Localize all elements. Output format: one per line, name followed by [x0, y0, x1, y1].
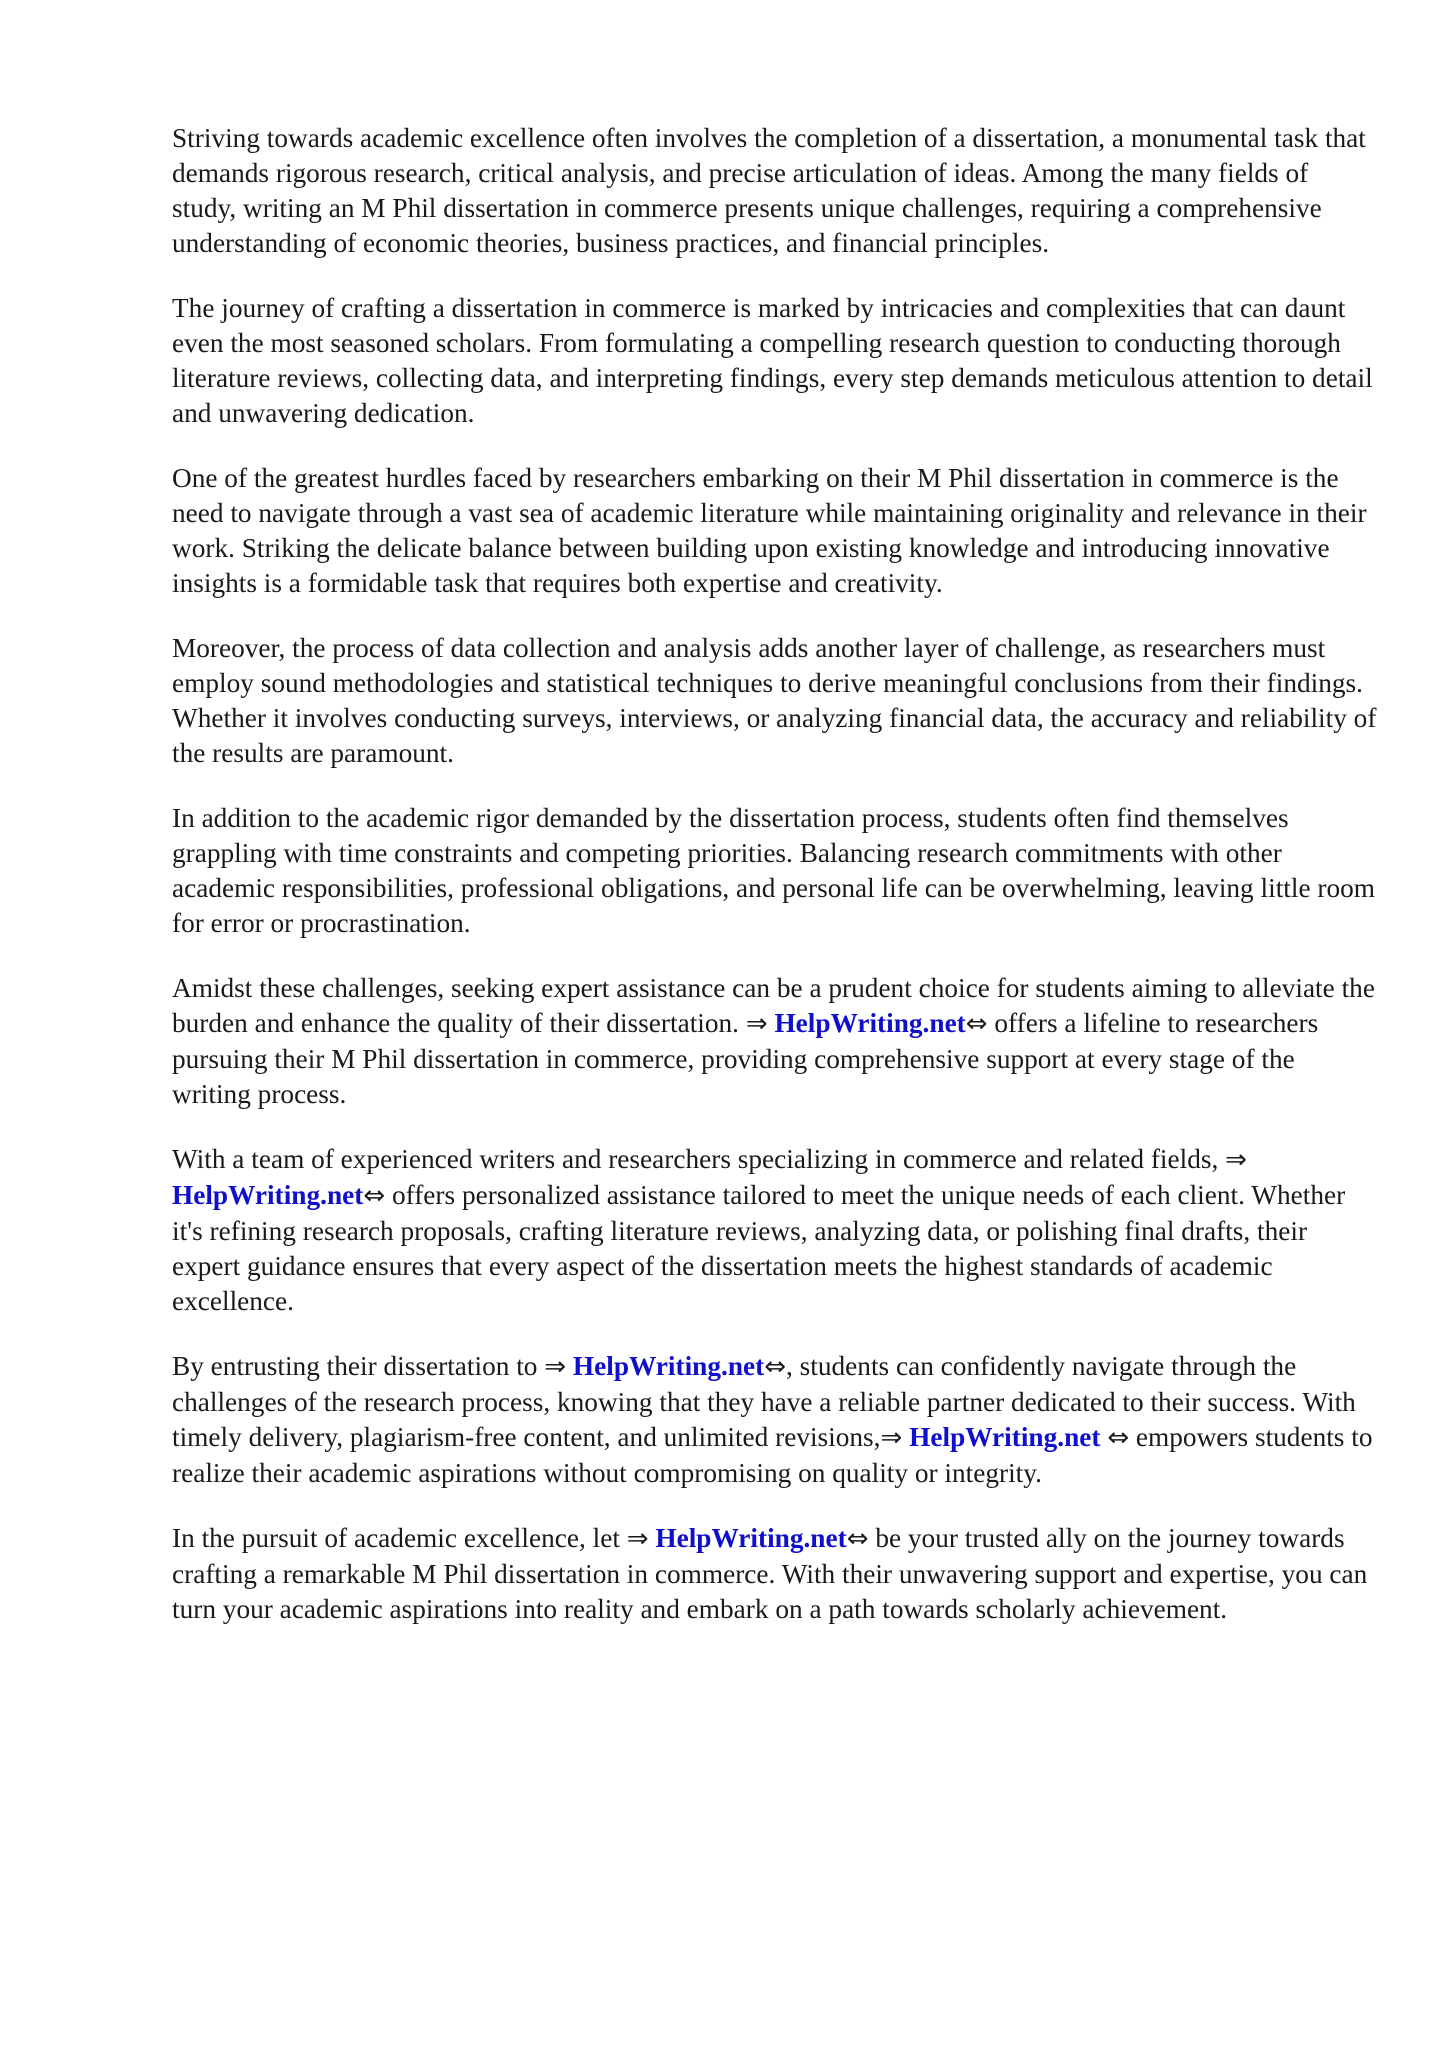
paragraph-8	[172, 1349, 1377, 1491]
paragraph-8-text-c: empowers students to realize their academic aspirations without compromising on quality or integrity.	[172, 1422, 1373, 1488]
paragraph-5: In addition to the academic rigor demanded by the dissertation process, students often find themselves grappling with time constraints and competing priorities. Balancing research commitments with other academic responsibilities, professional obligations, and personal life can be overwhelming, leaving little room for error or procrastination.	[172, 803, 1376, 938]
arrow-right-icon: ⇒	[1225, 1145, 1247, 1175]
paragraph-8-text-b: , students can confidently navigate through the challenges of the research process, knowing that they have a reliable partner dedicated to their success. With timely delivery, plagiarism-free content, and unlimited revisions,	[172, 1351, 1356, 1452]
helpwriting-link[interactable]: HelpWriting.net	[572, 1351, 765, 1381]
paragraph-7	[172, 1142, 1377, 1319]
document-body	[172, 121, 1377, 1627]
arrow-both-icon: ⇔	[846, 1524, 869, 1554]
paragraph-6-text-b: offers a lifeline to researchers pursuing their M Phil dissertation in commerce, providing comprehensive support at every stage of the writing process.	[172, 1008, 1319, 1109]
helpwriting-link[interactable]: HelpWriting.net	[774, 1008, 966, 1038]
paragraph-4: Moreover, the process of data collection and analysis adds another layer of challenge, as researchers must employ sound methodologies and statistical techniques to derive meaningful conclusions from their findings. Whether it involves conducting surveys, interviews, or analyzing financial data, the accuracy and reliability of the results are paramount.	[172, 633, 1377, 768]
arrow-right-icon: ⇒	[544, 1352, 567, 1382]
paragraph-6	[172, 971, 1377, 1112]
paragraph-6-text-a: Amidst these challenges, seeking expert assistance can be a prudent choice for students aiming to alleviate the burden and enhance the quality of their dissertation.	[172, 973, 1375, 1038]
paragraph-3: One of the greatest hurdles faced by researchers embarking on their M Phil dissertation in commerce is the need to navigate through a vast sea of academic literature while maintaining originality and relevance in their work. Striking the delicate balance between building upon existing knowledge and introducing innovative insights is a formidable task that requires both expertise and creativity.	[172, 463, 1367, 598]
paragraph-1: Striving towards academic excellence often involves the completion of a dissertation, a monumental task that demands rigorous research, critical analysis, and precise articulation of ideas. Among the many fields of study, writing an M Phil dissertation in commerce presents unique challenges, requiring a comprehensive understanding of economic theories, business practices, and financial principles.	[172, 123, 1366, 258]
helpwriting-link[interactable]: HelpWriting.net	[172, 1180, 364, 1210]
helpwriting-link[interactable]: HelpWriting.net	[655, 1523, 847, 1553]
arrow-both-icon: ⇔	[965, 1009, 988, 1039]
paragraph-9	[172, 1521, 1377, 1627]
paragraph-7-text-b: offers personalized assistance tailored to meet the unique needs of each client. Whether it's refining research proposals, crafting literature reviews, analyzing data, or polishing final drafts, their expert guidance ensures that every aspect of the dissertation meets the highest standards of academic excellence.	[172, 1180, 1346, 1316]
arrow-right-icon: ⇒	[880, 1423, 903, 1453]
arrow-right-icon: ⇒	[626, 1524, 649, 1554]
arrow-both-icon: ⇔	[764, 1352, 787, 1382]
arrow-right-icon: ⇒	[745, 1009, 768, 1039]
paragraph-7-text-a: With a team of experienced writers and researchers specializing in commerce and related fields,	[172, 1144, 1226, 1174]
paragraph-2: The journey of crafting a dissertation in commerce is marked by intricacies and complexities that can daunt even the most seasoned scholars. From formulating a compelling research question to conducting thorough literature reviews, collecting data, and interpreting findings, every step demands meticulous attention to detail and unwavering dedication.	[172, 293, 1373, 428]
paragraph-9-text-a: In the pursuit of academic excellence, let	[172, 1523, 627, 1553]
helpwriting-link[interactable]: HelpWriting.net	[909, 1422, 1101, 1452]
paragraph-9-text-b: be your trusted ally on the journey towards crafting a remarkable M Phil dissertation in commerce. With their unwavering support and expertise, you can turn your academic aspirations into reality and embark on a path towards scholarly achievement.	[172, 1523, 1368, 1624]
paragraph-8-text-a: By entrusting their dissertation to	[172, 1351, 545, 1381]
arrow-both-icon: ⇔	[1107, 1423, 1130, 1453]
arrow-both-icon: ⇔	[363, 1181, 386, 1211]
